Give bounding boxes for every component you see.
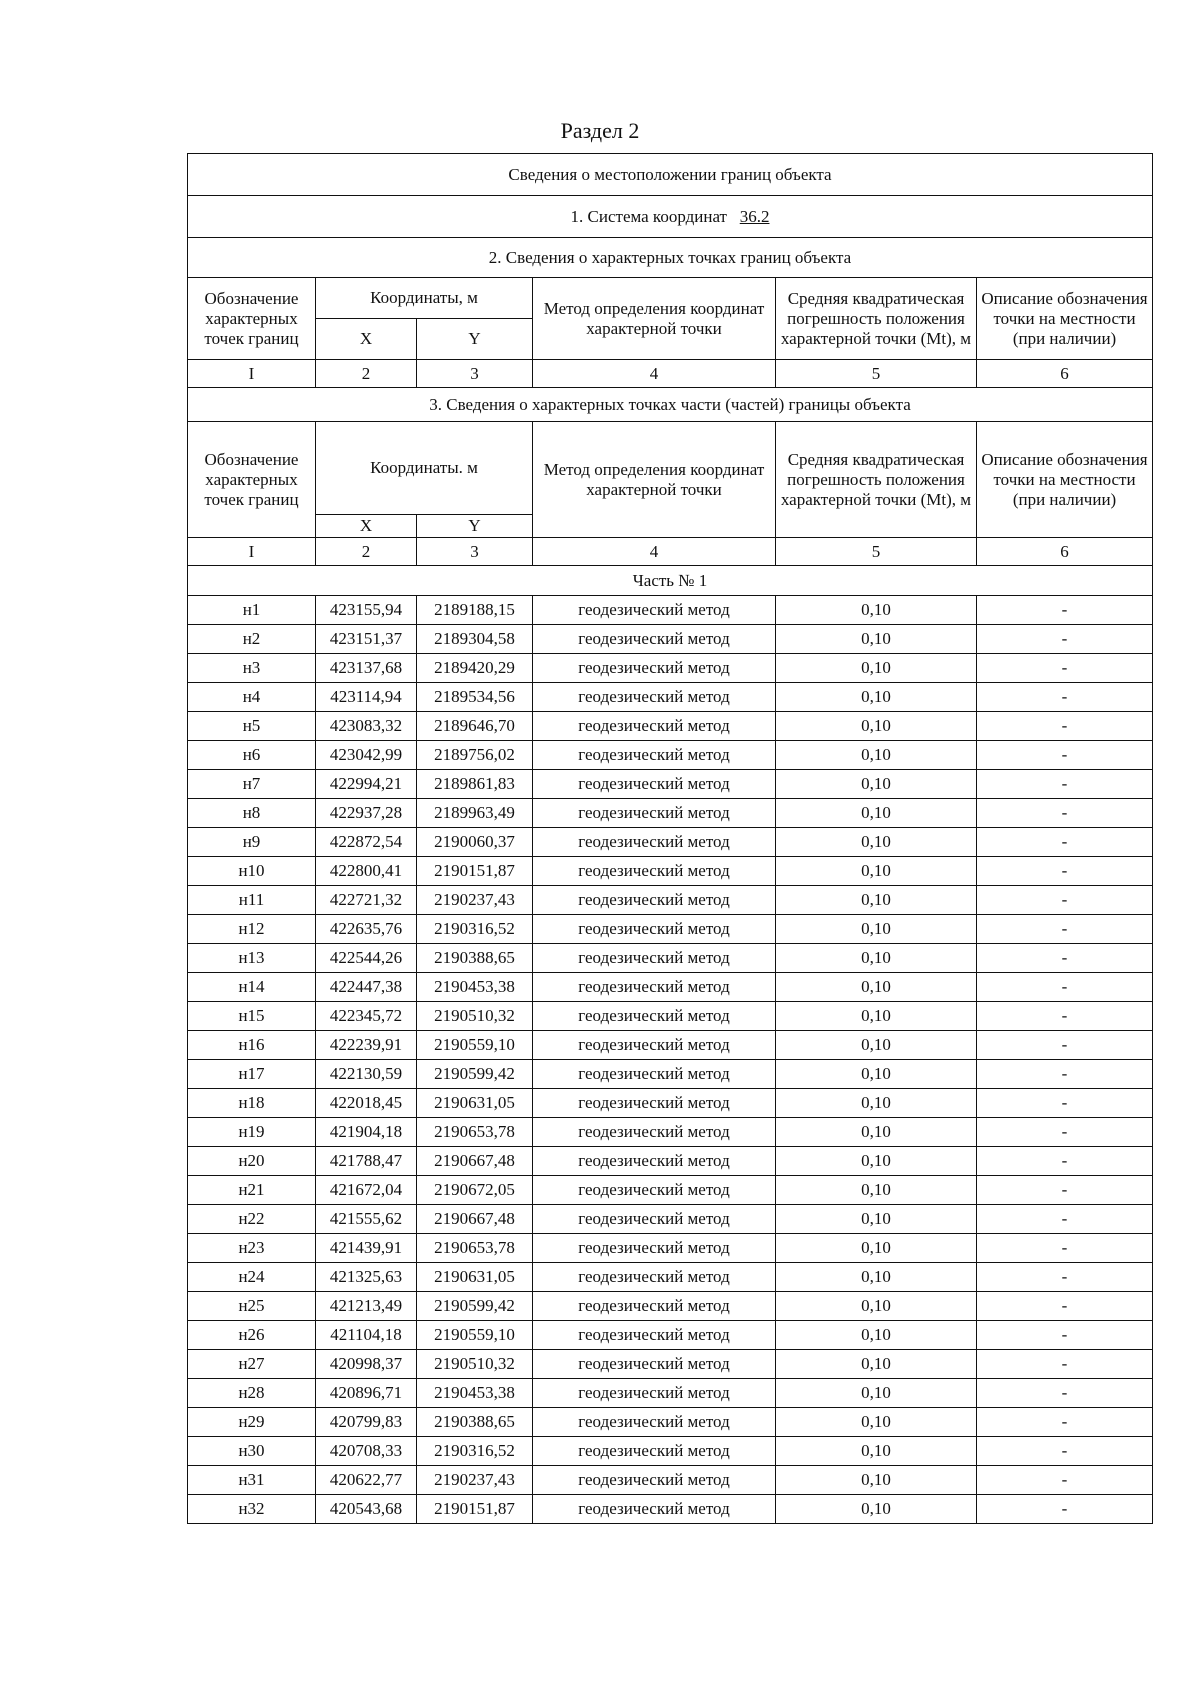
description: - (977, 625, 1153, 654)
col-num: 3 (417, 538, 533, 566)
error: 0,10 (776, 1263, 977, 1292)
table-row (188, 1031, 1153, 1060)
col-num: 5 (776, 360, 977, 388)
col-num: 2 (316, 538, 417, 566)
method: геодезический метод (533, 625, 776, 654)
coord-system (188, 196, 1153, 238)
method: геодезический метод (533, 1350, 776, 1379)
section3-title-row (188, 388, 1153, 422)
table-row (188, 1060, 1153, 1089)
coord-y: 2189534,56 (417, 683, 533, 712)
error: 0,10 (776, 625, 977, 654)
point-id: н5 (188, 712, 316, 741)
table-row (188, 1408, 1153, 1437)
table-row (188, 1437, 1153, 1466)
coord-y: 2190151,87 (417, 1495, 533, 1524)
table-row (188, 712, 1153, 741)
coord-y: 2190559,10 (417, 1321, 533, 1350)
col-y: Y (417, 515, 533, 538)
method: геодезический метод (533, 1437, 776, 1466)
coord-y: 2190453,38 (417, 973, 533, 1002)
description: - (977, 799, 1153, 828)
method: геодезический метод (533, 915, 776, 944)
point-id: н23 (188, 1234, 316, 1263)
error: 0,10 (776, 944, 977, 973)
coord-y: 2190388,65 (417, 1408, 533, 1437)
error: 0,10 (776, 596, 977, 625)
error: 0,10 (776, 1350, 977, 1379)
point-id: н28 (188, 1379, 316, 1408)
table-row (188, 799, 1153, 828)
coord-y: 2190667,48 (417, 1147, 533, 1176)
table-row (188, 828, 1153, 857)
description: - (977, 1408, 1153, 1437)
section3-num-row (188, 538, 1153, 566)
point-id: н2 (188, 625, 316, 654)
col-designation: Обозначение характерных точек границ (188, 278, 316, 360)
coord-x: 421672,04 (316, 1176, 417, 1205)
error: 0,10 (776, 1466, 977, 1495)
col-num: I (188, 360, 316, 388)
section2-num-row (188, 360, 1153, 388)
section2-head-row-1 (188, 278, 1153, 319)
coord-x: 420622,77 (316, 1466, 417, 1495)
coord-x: 422544,26 (316, 944, 417, 973)
error: 0,10 (776, 770, 977, 799)
coord-y: 2190510,32 (417, 1002, 533, 1031)
error: 0,10 (776, 1176, 977, 1205)
coord-y: 2190316,52 (417, 915, 533, 944)
point-id: н32 (188, 1495, 316, 1524)
col-x: X (316, 515, 417, 538)
section3-title: 3. Сведения о характерных точках части (частей) границы объекта (188, 388, 1153, 422)
table-row (188, 1118, 1153, 1147)
table-row (188, 683, 1153, 712)
error: 0,10 (776, 683, 977, 712)
point-id: н30 (188, 1437, 316, 1466)
coord-y: 2189304,58 (417, 625, 533, 654)
table-row (188, 1263, 1153, 1292)
col-num: 3 (417, 360, 533, 388)
coord-y: 2190060,37 (417, 828, 533, 857)
description: - (977, 1263, 1153, 1292)
col-num: 5 (776, 538, 977, 566)
coord-x: 423114,94 (316, 683, 417, 712)
point-id: н10 (188, 857, 316, 886)
error: 0,10 (776, 1031, 977, 1060)
coord-x: 423137,68 (316, 654, 417, 683)
description: - (977, 915, 1153, 944)
point-id: н16 (188, 1031, 316, 1060)
point-id: н18 (188, 1089, 316, 1118)
coord-y: 2190599,42 (417, 1292, 533, 1321)
part-label: Часть № 1 (188, 566, 1153, 596)
point-id: н31 (188, 1466, 316, 1495)
coord-x: 422994,21 (316, 770, 417, 799)
table-header: Сведения о местоположении границ объекта (188, 154, 1153, 196)
col-num: 6 (977, 360, 1153, 388)
point-id: н6 (188, 741, 316, 770)
table-row (188, 1321, 1153, 1350)
method: геодезический метод (533, 1234, 776, 1263)
point-id: н12 (188, 915, 316, 944)
coord-x: 420896,71 (316, 1379, 417, 1408)
description: - (977, 1147, 1153, 1176)
coord-x: 421325,63 (316, 1263, 417, 1292)
method: геодезический метод (533, 944, 776, 973)
error: 0,10 (776, 1147, 977, 1176)
col-x: X (316, 319, 417, 360)
description: - (977, 1031, 1153, 1060)
coord-x: 422872,54 (316, 828, 417, 857)
method: геодезический метод (533, 1002, 776, 1031)
error: 0,10 (776, 1292, 977, 1321)
method: геодезический метод (533, 712, 776, 741)
point-id: н15 (188, 1002, 316, 1031)
method: геодезический метод (533, 1466, 776, 1495)
description: - (977, 596, 1153, 625)
method: геодезический метод (533, 1176, 776, 1205)
point-id: н22 (188, 1205, 316, 1234)
table-row (188, 770, 1153, 799)
error: 0,10 (776, 741, 977, 770)
col-num: 6 (977, 538, 1153, 566)
point-id: н7 (188, 770, 316, 799)
coord-y: 2190672,05 (417, 1176, 533, 1205)
coord-y: 2190653,78 (417, 1118, 533, 1147)
description: - (977, 1466, 1153, 1495)
error: 0,10 (776, 799, 977, 828)
table-row (188, 1234, 1153, 1263)
coord-y: 2189188,15 (417, 596, 533, 625)
table-row (188, 1002, 1153, 1031)
method: геодезический метод (533, 1205, 776, 1234)
description: - (977, 1089, 1153, 1118)
description: - (977, 886, 1153, 915)
coord-x: 420799,83 (316, 1408, 417, 1437)
error: 0,10 (776, 1408, 977, 1437)
error: 0,10 (776, 1089, 977, 1118)
point-id: н17 (188, 1060, 316, 1089)
coord-x: 422800,41 (316, 857, 417, 886)
table-row (188, 1205, 1153, 1234)
coord-system-value: 36.2 (739, 206, 770, 226)
description: - (977, 1495, 1153, 1524)
point-id: н8 (188, 799, 316, 828)
table-row (188, 1176, 1153, 1205)
method: геодезический метод (533, 654, 776, 683)
error: 0,10 (776, 1118, 977, 1147)
coord-x: 422635,76 (316, 915, 417, 944)
method: геодезический метод (533, 1495, 776, 1524)
part-row (188, 566, 1153, 596)
coord-x: 420543,68 (316, 1495, 417, 1524)
description: - (977, 857, 1153, 886)
coord-x: 422447,38 (316, 973, 417, 1002)
method: геодезический метод (533, 741, 776, 770)
point-id: н26 (188, 1321, 316, 1350)
boundary-table (187, 153, 1153, 1524)
description: - (977, 1350, 1153, 1379)
col-coords: Координаты, м (316, 278, 533, 319)
col-error: Средняя квадратическая погрешность положения характерной точки (Mt), м (776, 278, 977, 360)
coord-x: 420708,33 (316, 1437, 417, 1466)
col-method: Метод определения координат характерной точки (533, 278, 776, 360)
table-row (188, 1350, 1153, 1379)
section2-title: 2. Сведения о характерных точках границ объекта (188, 238, 1153, 278)
description: - (977, 741, 1153, 770)
method: геодезический метод (533, 1118, 776, 1147)
coord-y: 2190151,87 (417, 857, 533, 886)
table-row (188, 915, 1153, 944)
point-id: н19 (188, 1118, 316, 1147)
method: геодезический метод (533, 1321, 776, 1350)
method: геодезический метод (533, 857, 776, 886)
table-row (188, 944, 1153, 973)
header-row (188, 154, 1153, 196)
coord-x: 423083,32 (316, 712, 417, 741)
col-coords: Координаты. м (316, 422, 533, 515)
method: геодезический метод (533, 1089, 776, 1118)
coord-y: 2190237,43 (417, 886, 533, 915)
method: геодезический метод (533, 886, 776, 915)
error: 0,10 (776, 1321, 977, 1350)
description: - (977, 770, 1153, 799)
method: геодезический метод (533, 1408, 776, 1437)
description: - (977, 1176, 1153, 1205)
coord-y: 2190510,32 (417, 1350, 533, 1379)
point-id: н11 (188, 886, 316, 915)
method: геодезический метод (533, 770, 776, 799)
coord-y: 2190631,05 (417, 1263, 533, 1292)
error: 0,10 (776, 915, 977, 944)
description: - (977, 712, 1153, 741)
method: геодезический метод (533, 1031, 776, 1060)
point-id: н4 (188, 683, 316, 712)
table-row (188, 1089, 1153, 1118)
table-row (188, 741, 1153, 770)
coord-y: 2189646,70 (417, 712, 533, 741)
table-row (188, 625, 1153, 654)
coord-y: 2189420,29 (417, 654, 533, 683)
col-description: Описание обозначения точки на местности (при наличии) (977, 422, 1153, 538)
table-row (188, 596, 1153, 625)
page-title: Раздел 2 (560, 118, 640, 143)
table-row (188, 973, 1153, 1002)
coord-x: 421788,47 (316, 1147, 417, 1176)
point-id: н14 (188, 973, 316, 1002)
error: 0,10 (776, 1437, 977, 1466)
coord-system-row (188, 196, 1153, 238)
point-id: н24 (188, 1263, 316, 1292)
point-id: н1 (188, 596, 316, 625)
coord-y: 2190653,78 (417, 1234, 533, 1263)
description: - (977, 944, 1153, 973)
coord-x: 422239,91 (316, 1031, 417, 1060)
coord-y: 2190631,05 (417, 1089, 533, 1118)
description: - (977, 1060, 1153, 1089)
coord-x: 422018,45 (316, 1089, 417, 1118)
point-id: н25 (188, 1292, 316, 1321)
method: геодезический метод (533, 1263, 776, 1292)
description: - (977, 654, 1153, 683)
col-num: 2 (316, 360, 417, 388)
coord-y: 2190559,10 (417, 1031, 533, 1060)
description: - (977, 1379, 1153, 1408)
coord-x: 423151,37 (316, 625, 417, 654)
coord-x: 423042,99 (316, 741, 417, 770)
point-id: н9 (188, 828, 316, 857)
method: геодезический метод (533, 683, 776, 712)
point-id: н20 (188, 1147, 316, 1176)
col-num: I (188, 538, 316, 566)
col-description: Описание обозначения точки на местности (при наличии) (977, 278, 1153, 360)
description: - (977, 973, 1153, 1002)
coord-x: 421904,18 (316, 1118, 417, 1147)
description: - (977, 1292, 1153, 1321)
coord-y: 2190667,48 (417, 1205, 533, 1234)
method: геодезический метод (533, 799, 776, 828)
method: геодезический метод (533, 1292, 776, 1321)
method: геодезический метод (533, 1147, 776, 1176)
error: 0,10 (776, 654, 977, 683)
point-id: н29 (188, 1408, 316, 1437)
coord-x: 423155,94 (316, 596, 417, 625)
error: 0,10 (776, 857, 977, 886)
description: - (977, 683, 1153, 712)
error: 0,10 (776, 1495, 977, 1524)
description: - (977, 1234, 1153, 1263)
coord-x: 421555,62 (316, 1205, 417, 1234)
coord-y: 2189963,49 (417, 799, 533, 828)
description: - (977, 1437, 1153, 1466)
description: - (977, 1321, 1153, 1350)
coord-x: 422721,32 (316, 886, 417, 915)
method: геодезический метод (533, 828, 776, 857)
col-designation: Обозначение характерных точек границ (188, 422, 316, 538)
table-row (188, 1147, 1153, 1176)
point-id: н27 (188, 1350, 316, 1379)
section2-title-row (188, 238, 1153, 278)
error: 0,10 (776, 1234, 977, 1263)
table-row (188, 1292, 1153, 1321)
coord-system-label: 1. Система координат (570, 206, 727, 226)
coord-y: 2190316,52 (417, 1437, 533, 1466)
coord-y: 2190453,38 (417, 1379, 533, 1408)
error: 0,10 (776, 886, 977, 915)
table-row (188, 654, 1153, 683)
coord-x: 421104,18 (316, 1321, 417, 1350)
coord-y: 2189756,02 (417, 741, 533, 770)
coord-x: 420998,37 (316, 1350, 417, 1379)
method: геодезический метод (533, 973, 776, 1002)
table-row (188, 886, 1153, 915)
point-id: н3 (188, 654, 316, 683)
table-row (188, 1495, 1153, 1524)
point-id: н13 (188, 944, 316, 973)
table-row (188, 1466, 1153, 1495)
coord-y: 2190237,43 (417, 1466, 533, 1495)
error: 0,10 (776, 973, 977, 1002)
description: - (977, 1118, 1153, 1147)
table-row (188, 857, 1153, 886)
col-error: Средняя квадратическая погрешность положения характерной точки (Mt), м (776, 422, 977, 538)
col-y: Y (417, 319, 533, 360)
coord-y: 2189861,83 (417, 770, 533, 799)
method: геодезический метод (533, 596, 776, 625)
col-method: Метод определения координат характерной точки (533, 422, 776, 538)
coord-x: 422345,72 (316, 1002, 417, 1031)
table-row (188, 1379, 1153, 1408)
description: - (977, 1205, 1153, 1234)
coord-x: 422130,59 (316, 1060, 417, 1089)
coord-y: 2190388,65 (417, 944, 533, 973)
method: геодезический метод (533, 1379, 776, 1408)
description: - (977, 828, 1153, 857)
col-num: 4 (533, 538, 776, 566)
coord-x: 421213,49 (316, 1292, 417, 1321)
error: 0,10 (776, 828, 977, 857)
coord-x: 422937,28 (316, 799, 417, 828)
section3-head-row-1 (188, 422, 1153, 515)
error: 0,10 (776, 1379, 977, 1408)
coord-x: 421439,91 (316, 1234, 417, 1263)
error: 0,10 (776, 1060, 977, 1089)
col-num: 4 (533, 360, 776, 388)
method: геодезический метод (533, 1060, 776, 1089)
coord-y: 2190599,42 (417, 1060, 533, 1089)
error: 0,10 (776, 1205, 977, 1234)
description: - (977, 1002, 1153, 1031)
point-id: н21 (188, 1176, 316, 1205)
error: 0,10 (776, 1002, 977, 1031)
error: 0,10 (776, 712, 977, 741)
